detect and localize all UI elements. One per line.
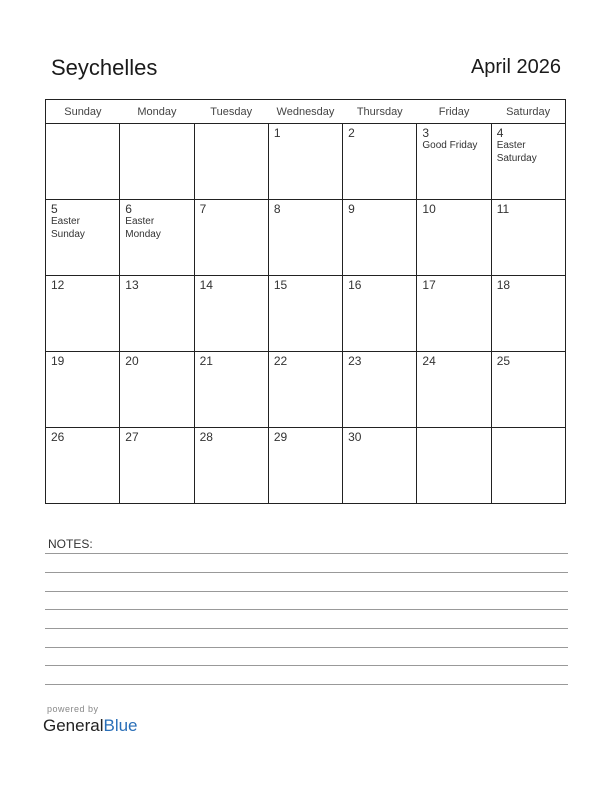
calendar-day-cell — [268, 124, 342, 200]
day-number: 15 — [273, 278, 288, 292]
calendar-day-cell — [194, 428, 268, 504]
logo-general: General — [43, 716, 104, 735]
day-number: 17 — [422, 278, 436, 292]
notes-line — [45, 572, 568, 573]
powered-by-text: powered by — [47, 704, 99, 714]
calendar-day-cell — [194, 276, 268, 352]
calendar-day-cell — [46, 200, 120, 276]
calendar-country: Seychelles — [51, 55, 158, 80]
day-number: 19 — [51, 354, 65, 368]
calendar-day-cell — [268, 428, 342, 504]
calendar-day-cell — [343, 428, 417, 504]
day-number: 18 — [496, 278, 511, 292]
weekday-thursday: Thursday — [343, 100, 417, 124]
calendar-day-cell — [268, 200, 342, 276]
calendar-day-cell — [268, 352, 342, 428]
day-number: 6 — [125, 202, 132, 216]
calendar-day-cell — [120, 124, 194, 200]
holiday-label: Easter Sunday — [51, 216, 85, 240]
calendar-day-cell — [491, 124, 565, 200]
day-number: 7 — [199, 202, 207, 216]
day-number: 28 — [199, 430, 213, 444]
calendar-week-row — [46, 276, 566, 352]
calendar-day-cell — [46, 352, 120, 428]
day-number: 12 — [51, 278, 65, 292]
holiday-label: Good Friday — [422, 140, 478, 151]
notes-line — [45, 628, 568, 629]
calendar-day-cell — [417, 352, 491, 428]
day-number: 26 — [51, 430, 65, 444]
day-number: 2 — [348, 126, 355, 140]
notes-line — [45, 591, 568, 592]
calendar-day-cell — [343, 124, 417, 200]
day-number: 14 — [199, 278, 213, 292]
day-number: 30 — [348, 430, 362, 444]
calendar-day-cell — [417, 124, 491, 200]
calendar-day-cell — [120, 200, 194, 276]
notes-line — [45, 609, 568, 610]
calendar-day-cell — [491, 352, 565, 428]
notes-line — [45, 684, 568, 685]
logo-blue: Blue — [103, 716, 138, 735]
generalblue-logo — [43, 716, 138, 736]
day-number: 11 — [496, 202, 510, 216]
day-number: 23 — [348, 354, 362, 368]
calendar-day-cell — [46, 276, 120, 352]
calendar-day-cell — [417, 200, 491, 276]
calendar-day-cell — [343, 200, 417, 276]
day-number: 4 — [496, 126, 504, 140]
weekday-wednesday: Wednesday — [268, 100, 342, 124]
calendar-day-cell — [120, 276, 194, 352]
calendar-day-cell — [268, 276, 342, 352]
day-number: 24 — [422, 354, 436, 368]
calendar-week-row — [46, 200, 566, 276]
calendar-day-cell — [343, 352, 417, 428]
day-number: 13 — [125, 278, 139, 292]
weekday-monday: Monday — [120, 100, 194, 124]
calendar-day-cell — [194, 124, 268, 200]
calendar-day-cell — [120, 352, 194, 428]
calendar-day-cell — [417, 428, 491, 504]
weekday-sunday: Sunday — [46, 100, 120, 124]
notes-line — [45, 553, 568, 554]
day-number: 16 — [348, 278, 362, 292]
day-number: 3 — [422, 126, 430, 140]
holiday-label: Easter Monday — [125, 216, 161, 240]
day-number: 29 — [273, 430, 288, 444]
calendar-day-cell — [46, 428, 120, 504]
day-number: 8 — [273, 202, 281, 216]
day-number: 9 — [348, 202, 355, 216]
calendar-day-cell — [491, 428, 565, 504]
calendar-month-year: April 2026 — [470, 56, 561, 78]
weekday-friday: Friday — [417, 100, 491, 124]
calendar-week-row — [46, 428, 566, 504]
calendar-day-cell — [343, 276, 417, 352]
day-number: 5 — [51, 202, 58, 216]
day-number: 22 — [273, 354, 288, 368]
day-number: 20 — [125, 354, 139, 368]
day-number: 1 — [273, 126, 281, 140]
weekday-header-row — [46, 100, 566, 124]
calendar-day-cell — [46, 124, 120, 200]
calendar-day-cell — [417, 276, 491, 352]
calendar-week-row — [46, 124, 566, 200]
notes-label: NOTES: — [48, 537, 93, 551]
day-number: 10 — [422, 202, 436, 216]
calendar-day-cell — [491, 276, 565, 352]
notes-line — [45, 665, 568, 666]
calendar-week-row — [46, 352, 566, 428]
day-number: 27 — [125, 430, 139, 444]
day-number: 25 — [496, 354, 511, 368]
notes-line — [45, 647, 568, 648]
weekday-saturday: Saturday — [491, 100, 565, 124]
weekday-tuesday: Tuesday — [194, 100, 268, 124]
calendar-day-cell — [194, 352, 268, 428]
holiday-label: Easter Saturday — [496, 140, 537, 164]
calendar-day-cell — [491, 200, 565, 276]
day-number: 21 — [199, 354, 213, 368]
calendar-day-cell — [194, 200, 268, 276]
calendar-day-cell — [120, 428, 194, 504]
calendar-grid — [45, 99, 566, 504]
